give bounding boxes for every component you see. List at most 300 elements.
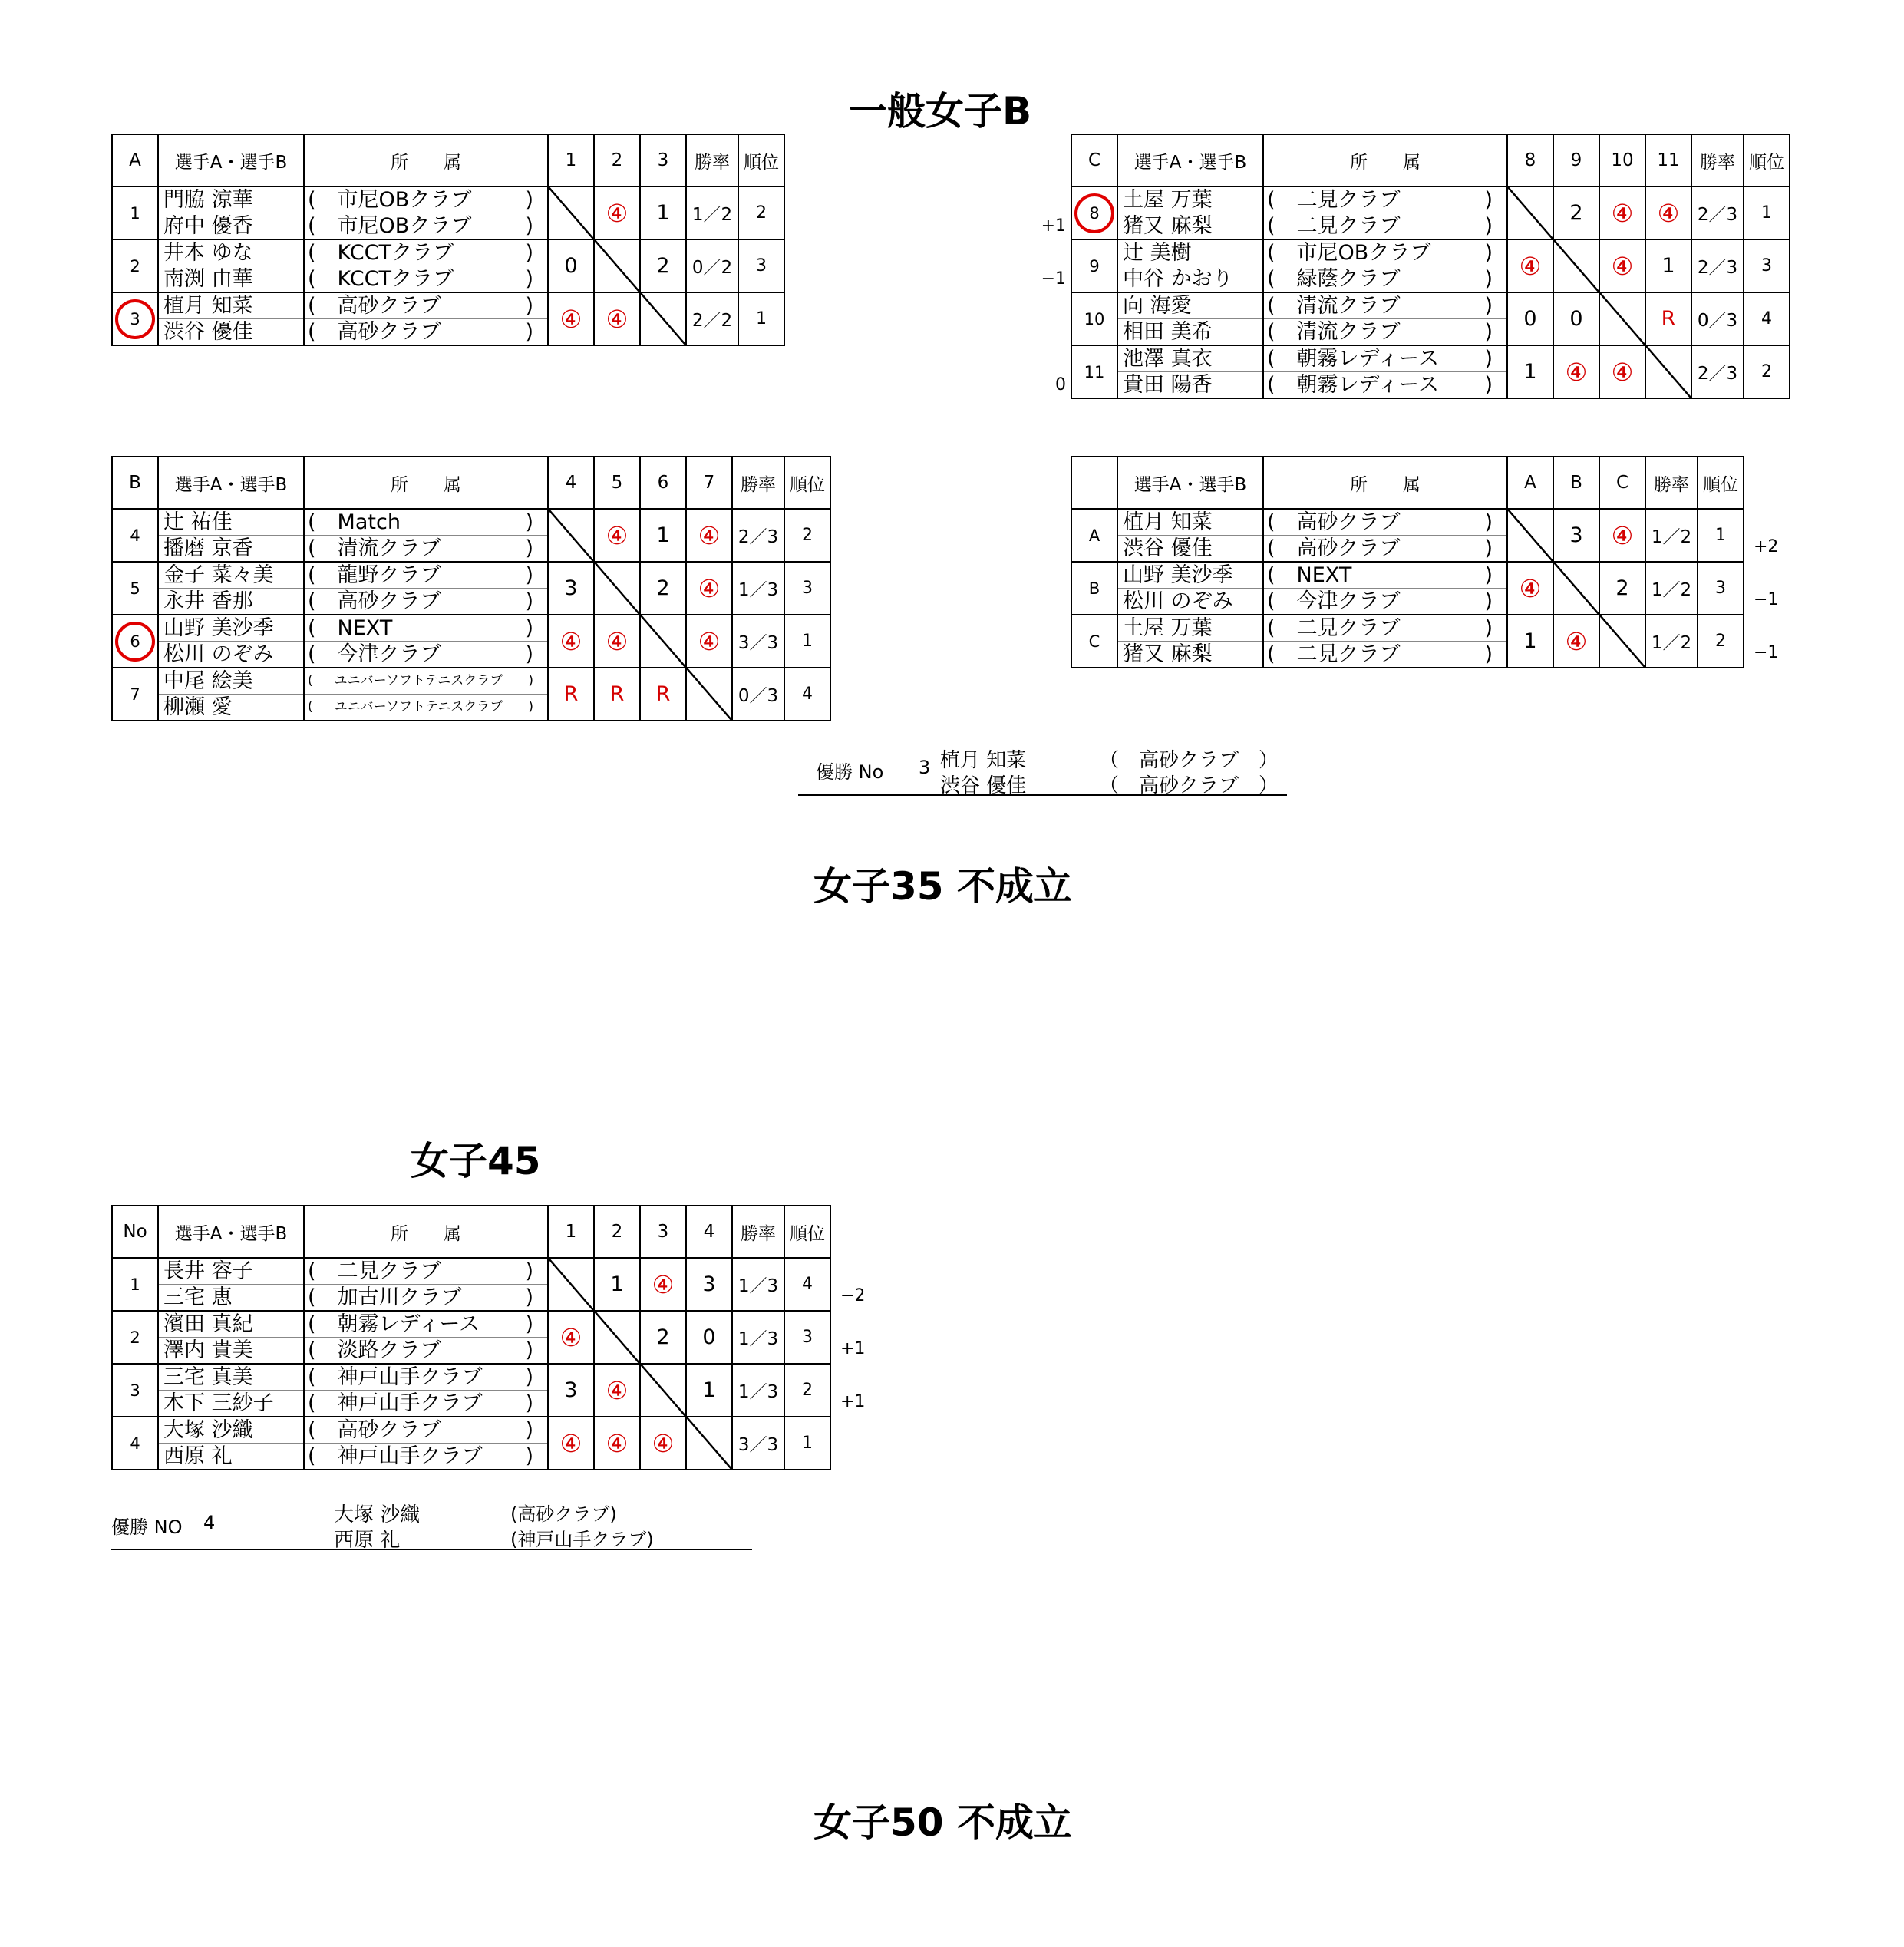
club-a: ( 二見クラブ ) xyxy=(1264,615,1506,642)
champion-b-player2: 渋谷 優佳 xyxy=(940,774,1027,797)
club-b: ( 高砂クラブ ) xyxy=(308,320,533,344)
match-result xyxy=(686,1311,732,1364)
header-group-label: No xyxy=(112,1206,158,1258)
self-match-diagonal xyxy=(640,615,686,668)
club-b-text: 高砂クラブ xyxy=(337,589,441,613)
match-result xyxy=(640,1258,686,1311)
club-b: ( 高砂クラブ ) xyxy=(1267,536,1493,560)
result-value: 0 xyxy=(1569,307,1583,331)
club-a-text: Match xyxy=(337,510,401,534)
match-result xyxy=(1507,292,1553,345)
player-b: 澤内 貴美 xyxy=(163,1338,253,1362)
result-value: 1 xyxy=(610,1272,624,1296)
header-group-label: A xyxy=(112,134,158,186)
match-result xyxy=(1645,186,1691,239)
win-rate: 1／3 xyxy=(732,1311,784,1364)
club-a-text: 二見クラブ xyxy=(337,1259,441,1283)
header-rank: 順位 xyxy=(1744,134,1790,186)
win-rate: 1／3 xyxy=(732,1364,784,1417)
club-a: ( KCCTクラブ ) xyxy=(305,240,547,266)
club-a: ( 市尼OBクラブ ) xyxy=(1264,240,1506,266)
header-opponent: B xyxy=(1553,457,1599,509)
club-a: ( 高砂クラブ ) xyxy=(305,1417,547,1444)
club-a: ( 龍野クラブ ) xyxy=(305,563,547,589)
pair-number: B xyxy=(1071,562,1117,615)
club-a: ( NEXT ) xyxy=(1264,563,1506,589)
result-value: R xyxy=(1661,307,1676,331)
pair-number xyxy=(1071,186,1117,239)
club-b: ( 清流クラブ ) xyxy=(1267,320,1493,344)
match-result xyxy=(548,668,594,721)
result-value: 3 xyxy=(564,1378,578,1402)
champion-45-club2: (神戸山手クラブ) xyxy=(510,1529,654,1550)
result-value: 3 xyxy=(564,576,578,600)
pair-number: 1 xyxy=(112,186,158,239)
club-a: ( 二見クラブ ) xyxy=(1264,187,1506,213)
player-names xyxy=(158,1258,304,1311)
club-a-text: 二見クラブ xyxy=(1296,188,1401,212)
result-value: R xyxy=(655,682,671,706)
point-difference: +1 xyxy=(1041,216,1066,236)
club-b: ( 二見クラブ ) xyxy=(1267,642,1493,666)
club-b-text: 高砂クラブ xyxy=(1296,536,1401,560)
player-a: 金子 菜々美 xyxy=(159,563,303,589)
match-result xyxy=(548,615,594,668)
win-rate: 1／2 xyxy=(1645,562,1698,615)
header-group-label: C xyxy=(1071,134,1117,186)
table-row xyxy=(112,186,784,239)
club-a: ( NEXT ) xyxy=(305,615,547,642)
match-result xyxy=(1599,562,1645,615)
header-club: 所 属 xyxy=(1263,134,1507,186)
pair-number: 7 xyxy=(112,668,158,721)
result-value: 2 xyxy=(656,576,670,600)
match-result xyxy=(1645,292,1691,345)
pair-number: 1 xyxy=(112,1258,158,1311)
result-value: ④ xyxy=(1611,251,1634,281)
player-names xyxy=(1117,562,1263,615)
pair-number: 5 xyxy=(112,562,158,615)
player-b: 府中 優香 xyxy=(163,214,253,238)
match-result xyxy=(594,668,640,721)
club-names xyxy=(304,1311,548,1364)
player-names xyxy=(1117,239,1263,292)
header-opponent: 10 xyxy=(1599,134,1645,186)
club-names xyxy=(304,1258,548,1311)
club-names xyxy=(1263,186,1507,239)
winner-circle-mark: 6 xyxy=(115,622,155,662)
player-a: 山野 美沙季 xyxy=(1118,563,1262,589)
club-b: ( 神戸山手クラブ ) xyxy=(308,1391,533,1415)
self-match-diagonal xyxy=(548,509,594,562)
player-a: 向 海愛 xyxy=(1118,293,1262,319)
club-a-text: 龍野クラブ xyxy=(337,563,441,587)
club-names xyxy=(1263,345,1507,398)
pair-number: 10 xyxy=(1071,292,1117,345)
header-opponent: 5 xyxy=(594,457,640,509)
pair-number: 2 xyxy=(112,1311,158,1364)
result-value: 2 xyxy=(656,254,670,278)
table-row xyxy=(112,509,830,562)
player-names xyxy=(158,292,304,345)
player-b: 猪又 麻梨 xyxy=(1123,214,1213,238)
club-a: ( 朝霧レディース ) xyxy=(305,1312,547,1338)
header-club: 所 属 xyxy=(304,457,548,509)
rank: 1 xyxy=(1744,186,1790,239)
match-result xyxy=(548,1417,594,1470)
result-value: 0 xyxy=(1523,307,1537,331)
header-players: 選手A・選手B xyxy=(158,134,304,186)
winner-circle-mark: 8 xyxy=(1074,193,1114,233)
match-result xyxy=(1507,345,1553,398)
match-result xyxy=(686,509,732,562)
header-rate: 勝率 xyxy=(1645,457,1698,509)
match-result xyxy=(1507,562,1553,615)
champion-b-club1: （ 高砂クラブ ） xyxy=(1099,749,1279,772)
player-a: 山野 美沙季 xyxy=(159,615,303,642)
table-row xyxy=(1071,345,1790,398)
win-rate: 2／3 xyxy=(732,509,784,562)
player-names xyxy=(158,239,304,292)
win-rate: 3／3 xyxy=(732,615,784,668)
result-value: ④ xyxy=(606,1428,629,1458)
champion-45-label: 優勝 NO xyxy=(111,1516,183,1538)
result-value: 2 xyxy=(656,1325,670,1349)
table-row xyxy=(112,1417,830,1470)
player-names xyxy=(158,615,304,668)
table-w45 xyxy=(111,1205,831,1470)
pair-number: A xyxy=(1071,509,1117,562)
club-a: ( Match ) xyxy=(305,510,547,536)
club-b: ( 淡路クラブ ) xyxy=(308,1338,533,1362)
club-a-text: 二見クラブ xyxy=(1296,616,1401,640)
header-rank: 順位 xyxy=(784,1206,830,1258)
club-a: ( 高砂クラブ ) xyxy=(1264,510,1506,536)
header-opponent: 2 xyxy=(594,1206,640,1258)
club-b-text: 朝霧レディース xyxy=(1296,373,1440,397)
result-value: 1 xyxy=(656,523,670,547)
result-value: ④ xyxy=(698,520,721,550)
table-final xyxy=(1071,456,1744,668)
result-value: ④ xyxy=(1565,626,1588,656)
rank: 1 xyxy=(1698,509,1744,562)
table-row xyxy=(112,1311,830,1364)
club-a-text: 高砂クラブ xyxy=(337,294,441,318)
match-result xyxy=(594,615,640,668)
player-b: 三宅 恵 xyxy=(163,1285,233,1309)
table-row xyxy=(1071,509,1744,562)
header-rate: 勝率 xyxy=(686,134,738,186)
match-result xyxy=(1599,509,1645,562)
club-b: ( 神戸山手クラブ ) xyxy=(308,1444,533,1468)
club-b-text: 市尼OBクラブ xyxy=(337,214,472,238)
match-result xyxy=(1599,186,1645,239)
champion-b-player1: 植月 知菜 xyxy=(940,749,1027,772)
pair-number xyxy=(112,615,158,668)
result-value: ④ xyxy=(1611,520,1634,550)
header-row xyxy=(112,1206,830,1258)
match-result xyxy=(1553,186,1599,239)
win-rate: 2／3 xyxy=(1691,239,1744,292)
club-a-text: 神戸山手クラブ xyxy=(337,1365,483,1389)
player-names xyxy=(158,562,304,615)
club-b: ( 高砂クラブ ) xyxy=(308,589,533,613)
champion-45-club1: (高砂クラブ) xyxy=(510,1503,617,1525)
self-match-diagonal xyxy=(1599,615,1645,668)
header-group-label: B xyxy=(112,457,158,509)
header-opponent: 4 xyxy=(548,457,594,509)
header-rate: 勝率 xyxy=(732,457,784,509)
header-club: 所 属 xyxy=(1263,457,1507,509)
player-a: 辻 美樹 xyxy=(1118,240,1262,266)
club-names xyxy=(304,186,548,239)
match-result xyxy=(640,186,686,239)
match-result xyxy=(548,292,594,345)
self-match-diagonal xyxy=(1645,345,1691,398)
self-match-diagonal xyxy=(1599,292,1645,345)
match-result xyxy=(548,1311,594,1364)
club-a-text: 市尼OBクラブ xyxy=(1296,241,1431,265)
club-b-text: KCCTクラブ xyxy=(337,267,454,291)
match-result xyxy=(686,615,732,668)
result-value: ④ xyxy=(606,626,629,656)
match-result xyxy=(594,1258,640,1311)
match-result xyxy=(686,562,732,615)
player-a: 土屋 万葉 xyxy=(1118,187,1262,213)
player-b: 貴田 陽香 xyxy=(1123,373,1213,397)
result-value: ④ xyxy=(606,304,629,334)
player-a: 土屋 万葉 xyxy=(1118,615,1262,642)
player-a: 植月 知菜 xyxy=(1118,510,1262,536)
club-a-text: 清流クラブ xyxy=(1296,294,1401,318)
result-value: ④ xyxy=(559,1322,582,1352)
header-row xyxy=(112,457,830,509)
match-result xyxy=(640,668,686,721)
result-value: ④ xyxy=(606,1375,629,1405)
player-b: 松川 のぞみ xyxy=(163,642,274,666)
club-a-text: 高砂クラブ xyxy=(1296,510,1401,534)
player-b: 播磨 京香 xyxy=(163,536,253,560)
club-b: ( 二見クラブ ) xyxy=(1267,214,1493,238)
club-b: ( 今津クラブ ) xyxy=(308,642,533,666)
club-b: ( 今津クラブ ) xyxy=(1267,589,1493,613)
table-row xyxy=(1071,239,1790,292)
header-club: 所 属 xyxy=(304,1206,548,1258)
win-rate: 1／3 xyxy=(732,562,784,615)
player-a: 濱田 真紀 xyxy=(159,1312,303,1338)
result-value: ④ xyxy=(606,198,629,228)
header-opponent: 11 xyxy=(1645,134,1691,186)
win-rate: 2／2 xyxy=(686,292,738,345)
player-names xyxy=(158,1417,304,1470)
result-value: ④ xyxy=(559,304,582,334)
club-b-text: 今津クラブ xyxy=(1296,589,1401,613)
rank: 3 xyxy=(784,562,830,615)
club-a-text: NEXT xyxy=(337,616,393,640)
self-match-diagonal xyxy=(686,668,732,721)
self-match-diagonal xyxy=(1553,239,1599,292)
champion-b-number: 3 xyxy=(919,757,931,778)
result-value: 1 xyxy=(1661,254,1675,278)
match-result xyxy=(1507,239,1553,292)
club-a: ( 清流クラブ ) xyxy=(1264,293,1506,319)
club-b-text: 高砂クラブ xyxy=(337,320,441,344)
header-opponent: 6 xyxy=(640,457,686,509)
result-value: ④ xyxy=(559,626,582,656)
club-b-text: 清流クラブ xyxy=(337,536,441,560)
player-b: 渋谷 優佳 xyxy=(1123,536,1213,560)
club-a-text: ユニバーソフトテニスクラブ xyxy=(334,673,503,688)
table-row xyxy=(112,615,830,668)
club-b-text: 淡路クラブ xyxy=(337,1338,441,1362)
table-row xyxy=(112,668,830,721)
player-a: 三宅 真美 xyxy=(159,1365,303,1391)
result-value: 3 xyxy=(702,1272,716,1296)
player-a: 植月 知菜 xyxy=(159,293,303,319)
player-names xyxy=(1117,292,1263,345)
result-value: ④ xyxy=(1519,251,1542,281)
match-result xyxy=(640,239,686,292)
result-value: 2 xyxy=(1569,201,1583,225)
club-b-text: 今津クラブ xyxy=(337,642,441,666)
table-row xyxy=(112,562,830,615)
title-general-b: 一般女子B xyxy=(849,89,1032,134)
table-row xyxy=(112,239,784,292)
rank: 3 xyxy=(784,1311,830,1364)
match-result xyxy=(1553,509,1599,562)
club-a: ( 高砂クラブ ) xyxy=(305,293,547,319)
self-match-diagonal xyxy=(686,1417,732,1470)
header-rate: 勝率 xyxy=(1691,134,1744,186)
self-match-diagonal xyxy=(548,1258,594,1311)
point-difference: +1 xyxy=(840,1339,866,1358)
table-group-c xyxy=(1071,134,1790,399)
table-row xyxy=(1071,615,1744,668)
champion-45-number: 4 xyxy=(203,1512,216,1533)
player-names xyxy=(158,668,304,721)
match-result xyxy=(1553,615,1599,668)
table-row xyxy=(1071,292,1790,345)
match-result xyxy=(686,1364,732,1417)
club-b: ( 加古川クラブ ) xyxy=(308,1285,533,1309)
win-rate: 0／2 xyxy=(686,239,738,292)
win-rate: 1／3 xyxy=(732,1258,784,1311)
rank: 2 xyxy=(1698,615,1744,668)
player-b: 渋谷 優佳 xyxy=(163,320,253,344)
club-b-text: ユニバーソフトテニスクラブ xyxy=(334,699,503,714)
club-a-text: KCCTクラブ xyxy=(337,241,454,265)
table-row xyxy=(1071,562,1744,615)
point-difference: +2 xyxy=(1754,537,1779,556)
player-a: 長井 容子 xyxy=(159,1259,303,1285)
club-b-text: 二見クラブ xyxy=(1296,642,1401,666)
self-match-diagonal xyxy=(548,186,594,239)
self-match-diagonal xyxy=(594,239,640,292)
header-opponent: 1 xyxy=(548,134,594,186)
result-value: ④ xyxy=(1519,573,1542,603)
header-row xyxy=(1071,134,1790,186)
header-opponent: 3 xyxy=(640,134,686,186)
club-b: ( 緑蔭クラブ ) xyxy=(1267,267,1493,291)
champion-45-player2: 西原 礼 xyxy=(334,1529,401,1552)
table-row xyxy=(1071,186,1790,239)
club-b-text: 清流クラブ xyxy=(1296,320,1401,344)
club-names xyxy=(304,615,548,668)
header-opponent: 1 xyxy=(548,1206,594,1258)
player-a: 門脇 涼華 xyxy=(159,187,303,213)
pair-number xyxy=(112,292,158,345)
win-rate: 2／3 xyxy=(1691,186,1744,239)
header-row xyxy=(1071,457,1744,509)
player-names xyxy=(158,1364,304,1417)
player-a: 大塚 沙織 xyxy=(159,1417,303,1444)
match-result xyxy=(548,1364,594,1417)
club-a: ( 市尼OBクラブ ) xyxy=(305,187,547,213)
result-value: 1 xyxy=(656,201,670,225)
player-names xyxy=(1117,186,1263,239)
match-result xyxy=(640,1311,686,1364)
header-opponent: 8 xyxy=(1507,134,1553,186)
club-b-text: 神戸山手クラブ xyxy=(337,1391,483,1415)
player-names xyxy=(158,1311,304,1364)
club-a-text: 高砂クラブ xyxy=(337,1418,441,1442)
result-value: ④ xyxy=(559,1428,582,1458)
header-opponent: 9 xyxy=(1553,134,1599,186)
player-a: 中尾 絵美 xyxy=(159,668,303,695)
player-b: 中谷 かおり xyxy=(1123,267,1233,291)
point-difference: +1 xyxy=(840,1392,866,1411)
rank: 4 xyxy=(1744,292,1790,345)
match-result xyxy=(548,239,594,292)
header-players: 選手A・選手B xyxy=(1117,457,1263,509)
header-players: 選手A・選手B xyxy=(158,1206,304,1258)
win-rate: 1／2 xyxy=(686,186,738,239)
win-rate: 2／3 xyxy=(1691,345,1744,398)
club-b-text: 加古川クラブ xyxy=(337,1285,462,1309)
club-b-text: 二見クラブ xyxy=(1296,214,1401,238)
rank: 3 xyxy=(738,239,784,292)
result-value: 1 xyxy=(1523,360,1537,384)
player-b: 木下 三紗子 xyxy=(163,1391,274,1415)
result-value: R xyxy=(609,682,625,706)
club-names xyxy=(1263,239,1507,292)
pair-number: 4 xyxy=(112,1417,158,1470)
header-rank: 順位 xyxy=(784,457,830,509)
result-value: 2 xyxy=(1615,576,1629,600)
header-rate: 勝率 xyxy=(732,1206,784,1258)
table-row xyxy=(112,1364,830,1417)
win-rate: 1／2 xyxy=(1645,615,1698,668)
champion-b-label: 優勝 No xyxy=(816,761,884,783)
rank: 2 xyxy=(784,509,830,562)
self-match-diagonal xyxy=(1507,186,1553,239)
player-b: 永井 香那 xyxy=(163,589,253,613)
club-a-text: 市尼OBクラブ xyxy=(337,188,472,212)
rank: 2 xyxy=(784,1364,830,1417)
result-value: ④ xyxy=(698,573,721,603)
club-names xyxy=(304,292,548,345)
title-w50: 女子50 不成立 xyxy=(813,1800,1072,1845)
match-result xyxy=(1553,292,1599,345)
point-difference: −2 xyxy=(840,1286,866,1305)
header-group-label xyxy=(1071,457,1117,509)
table-group-b xyxy=(111,456,831,721)
player-names xyxy=(158,186,304,239)
self-match-diagonal xyxy=(640,1364,686,1417)
header-opponent: 4 xyxy=(686,1206,732,1258)
pair-number: 11 xyxy=(1071,345,1117,398)
win-rate: 0／3 xyxy=(1691,292,1744,345)
